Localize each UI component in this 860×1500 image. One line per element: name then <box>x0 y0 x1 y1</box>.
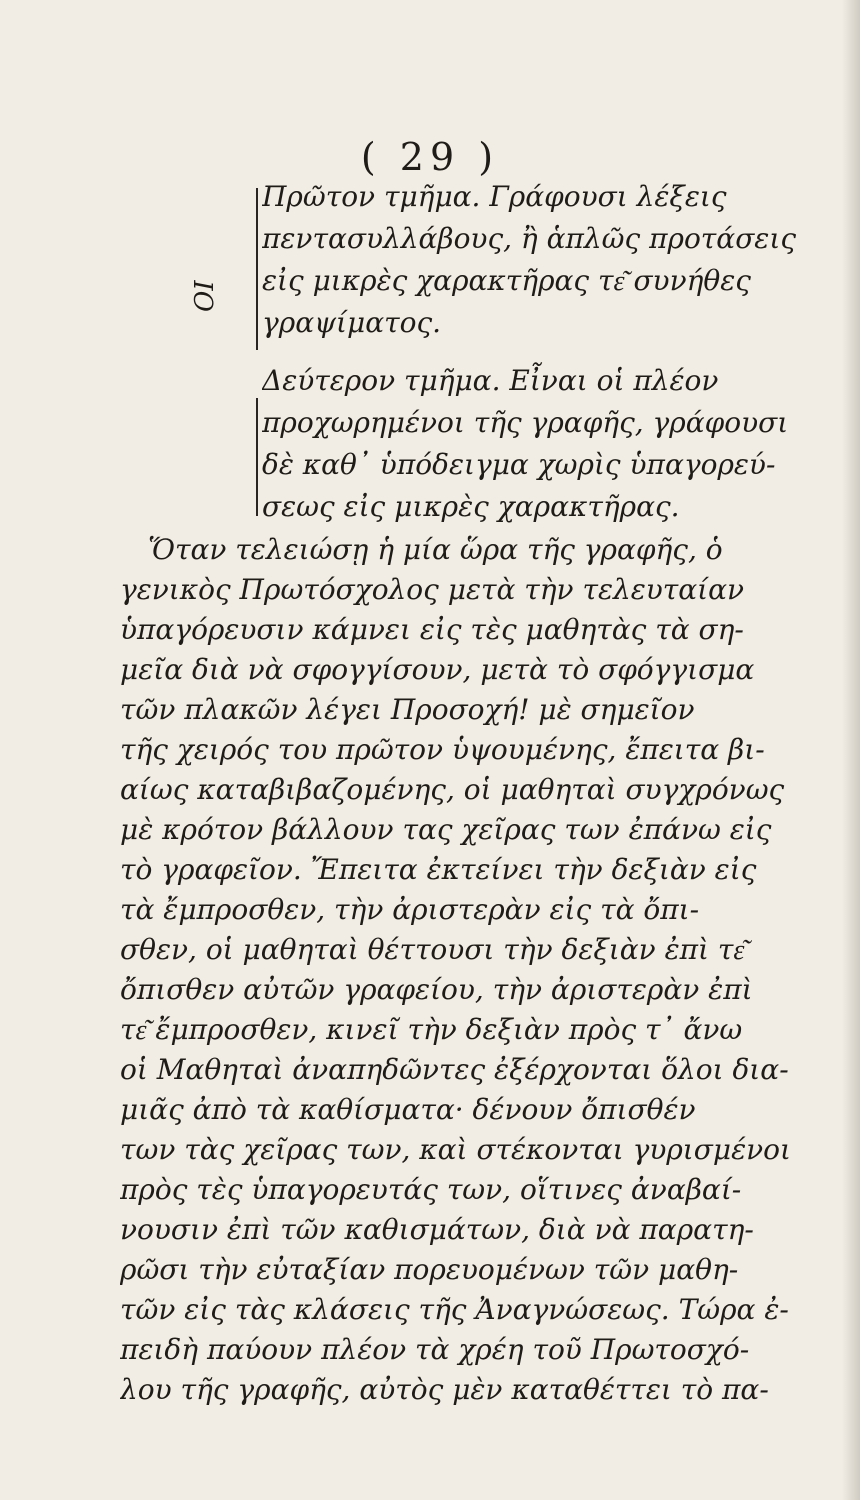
margin-note: ΟΙ <box>190 280 220 312</box>
text-line: οἱ Μαθηταὶ ἀναπηδῶντες ἐξέρχονται ὅλοι δια- <box>120 1053 789 1086</box>
body-paragraph <box>120 530 816 1410</box>
text-line: γραψίματος. <box>262 306 442 339</box>
text-line: μεῖα διὰ νὰ σφογγίσουν, μετὰ τὸ σφόγγισμα <box>120 653 755 686</box>
text-line: προχωρημένοι τῆς γραφῆς, γράφουσι <box>262 406 789 439</box>
text-line: λου τῆς γραφῆς, αὐτὸς μὲν καταθέττει τὸ πα- <box>120 1373 769 1406</box>
text-line: ρῶσι τὴν εὐταξίαν πορευομένων τῶν μαθη- <box>120 1253 739 1286</box>
text-line: πειδὴ παύουν πλέον τὰ χρέη τοῦ Πρωτοσχό- <box>120 1333 750 1366</box>
text-line: Ὅταν τελειώσῃ ἡ μία ὥρα τῆς γραφῆς, ὁ <box>148 533 723 566</box>
text-line: τῶν πλακῶν λέγει Προσοχή! μὲ σημεῖον <box>120 693 695 726</box>
text-line: σθεν, οἱ μαθηταὶ θέττουσι τὴν δεξιὰν ἐπὶ τε͂ <box>120 933 745 966</box>
text-line: πεντασυλλάβους, ἢ ἁπλῶς προτάσεις <box>262 222 796 255</box>
text-line: Πρῶτον τμῆμα. Γράφουσι λέξεις <box>262 180 727 213</box>
text-line: ὑπαγόρευσιν κάμνει εἰς τὲς μαθητὰς τὰ ση- <box>120 613 744 646</box>
text-line: τῶν εἰς τὰς κλάσεις τῆς Ἀναγνώσεως. Τώρα ἐ- <box>120 1293 789 1326</box>
text-line: πρὸς τὲς ὑπαγορευτάς των, οἵτινες ἀναβαί- <box>120 1173 742 1206</box>
section-second <box>262 360 802 528</box>
page-edge-shadow <box>842 0 860 1500</box>
text-line: σεως εἰς μικρὲς χαρακτῆρας. <box>262 490 680 523</box>
text-line: γενικὸς Πρωτόσχολος μετὰ τὴν τελευταίαν <box>120 573 745 606</box>
text-line: των τὰς χεῖρας των, καὶ στέκονται γυρισμένοι <box>120 1133 791 1166</box>
text-line: μὲ κρότον βάλλουν τας χεῖρας των ἐπάνω εἰς <box>120 813 772 846</box>
section-first <box>262 176 802 344</box>
page-number: ( 29 ) <box>360 135 500 179</box>
text-line: νουσιν ἐπὶ τῶν καθισμάτων, διὰ νὰ παρατη- <box>120 1213 754 1246</box>
text-line: τὸ γραφεῖον. Ἔπειτα ἐκτείνει τὴν δεξιὰν εἰς <box>120 853 757 886</box>
text-line: Δεύτερον τμῆμα. Εἶναι οἱ πλέον <box>262 364 719 397</box>
text-line: ὄπισθεν αὐτῶν γραφείου, τὴν ἀριστερὰν ἐπὶ <box>120 973 753 1006</box>
text-line: μιᾶς ἀπὸ τὰ καθίσματα· δένουν ὄπισθέν <box>120 1093 696 1126</box>
text-line: τε͂ ἔμπροσθεν, κινεῖ τὴν δεξιὰν πρὸς τ᾽ ἄνω <box>120 1013 743 1046</box>
text-line: τὰ ἔμπροσθεν, τὴν ἀριστερὰν εἰς τὰ ὄπι- <box>120 893 700 926</box>
text-line: δὲ καθ᾽ ὑπόδειγμα χωρὶς ὑπαγορεύ- <box>262 448 776 481</box>
text-line: αίως καταβιβαζομένης, οἱ μαθηταὶ συγχρόνως <box>120 773 785 806</box>
text-line: τῆς χειρός του πρῶτον ὑψουμένης, ἔπειτα βι- <box>120 733 765 766</box>
text-line: εἰς μικρὲς χαρακτῆρας τε͂ συνήθες <box>262 264 751 297</box>
